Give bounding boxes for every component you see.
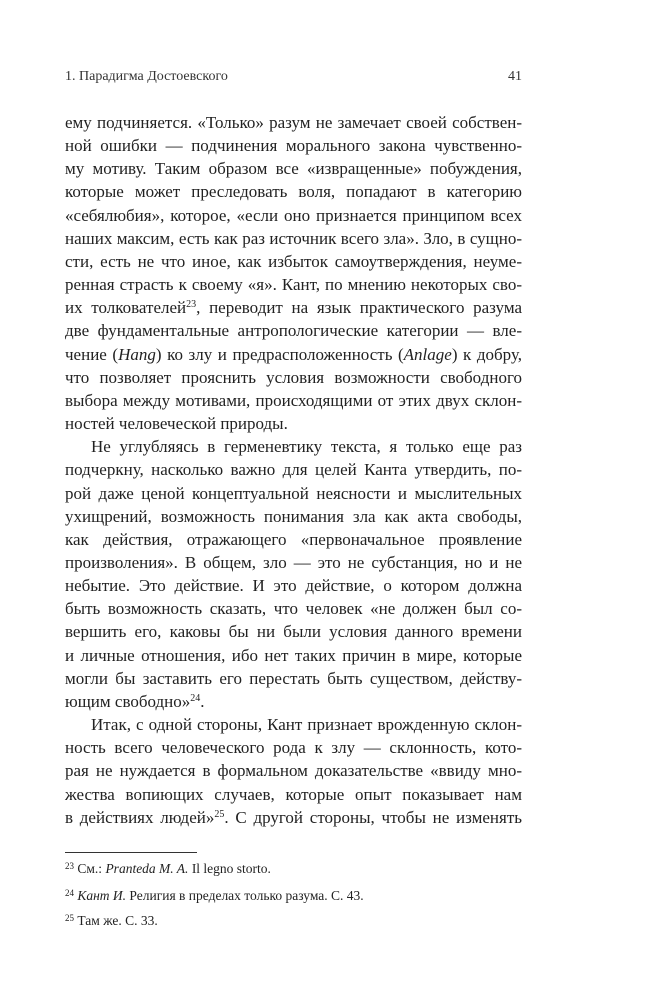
text-run: наших максим, есть как раз источник всего зла». Зло, в сущно- — [65, 228, 522, 248]
text-run: рая не нуждается в формальном доказательстве «ввиду мно- — [65, 761, 522, 781]
text-run: ) ко злу и предрасположенность ( — [155, 344, 404, 364]
text-line — [65, 180, 522, 203]
text-run: ухищрений, возможность понимания зла как акта свободы, — [65, 506, 522, 526]
text-run: ностей человеческой природы. — [65, 414, 288, 434]
text-line — [65, 134, 522, 157]
text-line — [65, 435, 522, 458]
text-line — [65, 783, 522, 806]
text-line — [65, 227, 522, 250]
text-run: чение ( — [65, 344, 119, 364]
footnote-ref: 25 — [214, 808, 225, 820]
text-run: небытие. Это действие. И это действие, о котором должна — [65, 576, 522, 596]
text-line — [65, 319, 522, 342]
text-run: жества вопиющих случаев, которые опыт показывает нам — [65, 784, 522, 804]
text-line — [65, 296, 522, 319]
text-line — [65, 366, 522, 389]
text-line — [65, 690, 522, 713]
text-run: ренная страсть к своему «я». Кант, по мнению некоторых сво- — [65, 275, 522, 295]
text-line — [65, 389, 522, 412]
text-line — [65, 551, 522, 574]
text-line — [65, 505, 522, 528]
text-run: . С другой стороны, чтобы не изменять — [224, 807, 522, 827]
footnote-ref: 23 — [186, 299, 197, 311]
text-line — [65, 482, 522, 505]
italic-term: Pranteda M. A. — [105, 861, 189, 876]
running-title: 1. Парадигма Достоевского — [65, 69, 228, 84]
text-line — [65, 597, 522, 620]
text-run: произволения». В общем, зло — это не субстанция, но и не — [65, 552, 522, 572]
text-run: ющим свободно» — [65, 691, 191, 711]
text-run: подчеркну, насколько важно для целей Канта утвердить, по- — [65, 460, 522, 480]
text-run: Итак, с одной стороны, Кант признает врожденную склон- — [91, 715, 522, 735]
text-run: в действиях людей» — [65, 807, 215, 827]
text-line — [65, 620, 522, 643]
text-line — [65, 574, 522, 597]
text-run: . — [200, 691, 205, 711]
text-line — [65, 667, 522, 690]
text-line — [65, 111, 522, 134]
text-run: сти, есть не что иное, как избыток самоутверждения, неуме- — [65, 251, 522, 271]
text-run: «себялюбия», которое, «если оно признается принципом всех — [65, 205, 522, 225]
text-run: Религия в пределах только разума. С. 43. — [126, 888, 364, 903]
text-run: ему подчиняется. «Только» разум не замечает своей собствен- — [65, 113, 522, 132]
footnote-ref: 23 — [65, 861, 74, 871]
text-run: Il legno storto. — [188, 861, 271, 876]
text-run: их толкователей — [65, 298, 187, 318]
text-line — [65, 204, 522, 227]
running-header — [65, 69, 522, 85]
text-line — [65, 157, 522, 180]
text-run: что позволяет прояснить условия возможности свободного — [65, 367, 522, 387]
footnote — [65, 888, 364, 904]
text-run: ной ошибки — подчинения морального закона чувственно- — [65, 136, 522, 156]
text-run: вершить его, каковы бы ни были условия данного времени — [65, 622, 522, 642]
text-run: которые может преследовать воля, попадают в категорию — [65, 182, 522, 202]
body-text — [65, 111, 522, 829]
footnote-ref: 24 — [65, 888, 74, 898]
text-run: рой даже ценой концептуальной неясности и мыслительных — [65, 483, 522, 503]
footnote — [65, 861, 271, 877]
text-run: быть возможность сказать, что человек «не должен был со- — [65, 599, 522, 619]
text-run: ность всего человеческого рода к злу — склонность, кото- — [65, 738, 522, 758]
text-line — [65, 528, 522, 551]
footnote-ref: 24 — [190, 692, 201, 704]
text-line — [65, 458, 522, 481]
text-run: ) к добру, — [451, 344, 522, 364]
text-run: и личные отношения, ибо нет таких причин в мире, которые — [65, 645, 522, 665]
text-line — [65, 644, 522, 667]
footnote-divider — [65, 852, 197, 853]
text-run: См.: — [74, 861, 106, 876]
text-run: как действия, отражающего «первоначальное проявление — [65, 529, 522, 549]
text-line — [65, 412, 522, 435]
italic-term: Кант И. — [77, 888, 127, 903]
text-run: могли бы заставить его перестать быть существом, действу- — [65, 668, 522, 688]
italic-term: Hang — [118, 344, 156, 364]
text-line — [65, 806, 522, 829]
text-line — [65, 736, 522, 759]
text-run: выбора между мотивами, происходящими от этих двух склон- — [65, 390, 522, 410]
italic-term: Anlage — [403, 344, 452, 364]
footnote — [65, 913, 158, 929]
footnote-ref: 25 — [65, 913, 74, 923]
text-line — [65, 250, 522, 273]
text-run: , переводит на язык практического разума — [196, 298, 523, 318]
text-run: Там же. С. 33. — [74, 913, 158, 928]
text-line — [65, 759, 522, 782]
text-run: две фундаментальные антропологические категории — вле- — [65, 321, 522, 341]
text-line — [65, 273, 522, 296]
text-line — [65, 343, 522, 366]
page-number: 41 — [508, 69, 522, 84]
text-line — [65, 713, 522, 736]
text-run: Не углубляясь в герменевтику текста, я только еще раз — [91, 437, 522, 457]
text-run: му мотиву. Таким образом все «извращенные» побуждения, — [65, 159, 522, 179]
